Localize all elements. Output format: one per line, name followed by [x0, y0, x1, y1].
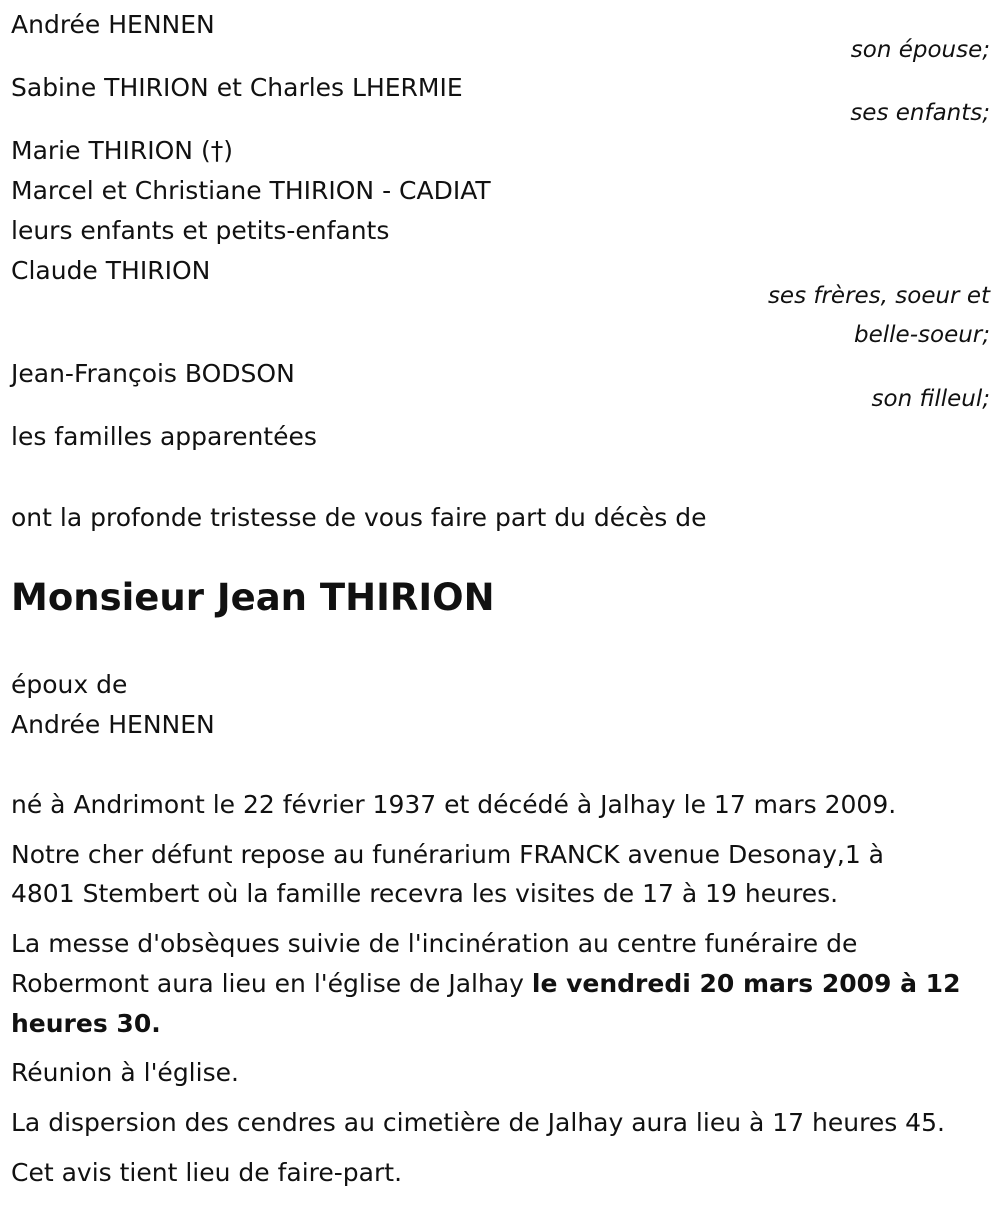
- sibling-line-4: Claude THIRION: [11, 256, 211, 285]
- children-role: ses enfants;: [850, 100, 990, 126]
- siblings-role-line-2: belle-soeur;: [854, 322, 990, 348]
- dispersion-line: La dispersion des cendres au cimetière de Jalhay aura lieu à 17 heures 45.: [11, 1108, 945, 1137]
- sibling-line-1: Marie THIRION (†): [11, 136, 233, 165]
- notice-line: Cet avis tient lieu de faire-part.: [11, 1158, 403, 1187]
- mass-line-1: La messe d'obsèques suivie de l'incinération au centre funéraire de: [11, 929, 858, 958]
- children-names: Sabine THIRION et Charles LHERMIE: [11, 73, 463, 102]
- spouse-intro: époux de: [11, 670, 128, 699]
- godson-name: Jean-François BODSON: [11, 359, 295, 388]
- spouse-name: Andrée HENNEN: [11, 10, 215, 39]
- sibling-line-3: leurs enfants et petits-enfants: [11, 216, 390, 245]
- sibling-line-2: Marcel et Christiane THIRION - CADIAT: [11, 176, 491, 205]
- meeting-line: Réunion à l'église.: [11, 1058, 239, 1087]
- siblings-role-line-1: ses frères, soeur et: [767, 283, 990, 309]
- spouse-role: son épouse;: [850, 37, 990, 63]
- deceased-spouse-name: Andrée HENNEN: [11, 710, 215, 739]
- relatives-line: les familles apparentées: [11, 422, 317, 451]
- repose-line-1: Notre cher défunt repose au funérarium FRANCK avenue Desonay,1 à: [11, 840, 884, 869]
- deceased-name: Monsieur Jean THIRION: [11, 576, 495, 619]
- mass-line-2-plain: Robermont aura lieu en l'église de Jalhay: [11, 969, 532, 998]
- birth-death-line: né à Andrimont le 22 février 1937 et décédé à Jalhay le 17 mars 2009.: [11, 790, 897, 819]
- announcement-text: ont la profonde tristesse de vous faire part du décès de: [11, 503, 707, 532]
- mass-date-bold: le vendredi 20 mars 2009 à 12: [531, 969, 961, 998]
- godson-role: son filleul;: [871, 386, 990, 412]
- mass-line-2: [11, 964, 960, 1004]
- repose-line-2: 4801 Stembert où la famille recevra les visites de 17 à 19 heures.: [11, 879, 839, 908]
- mass-time-bold: heures 30.: [11, 1009, 161, 1038]
